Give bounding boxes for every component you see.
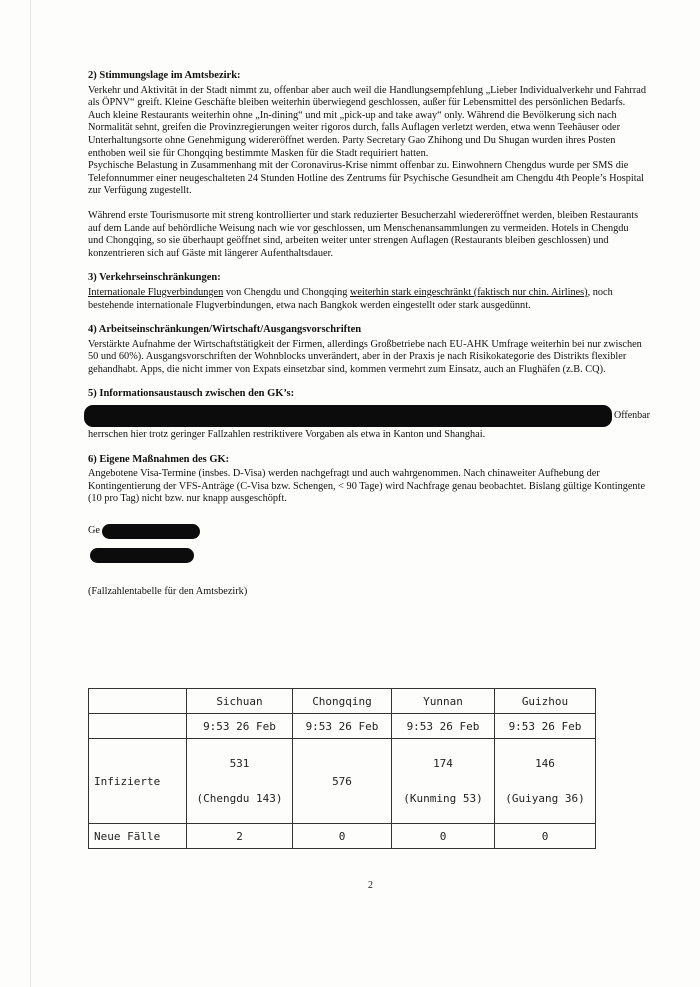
- infected-value: 531: [229, 757, 250, 770]
- section-measures-para: Angebotene Visa-Termine (insbes. D-Visa) werden nachgefragt und auch wahrgenommen. Nach chinaweiter Aufhebung der Kontingentierung der VFS-Anträge (C-Visa bzw. Schengen, < 90 Tage) wird Nachfrage genau beobachtet. Bislang gültige Kontingente (10 pro Tag) nicht bzw. nur knapp ausgeschöpft.: [88, 468, 646, 505]
- redacted-line: [84, 405, 650, 427]
- restricted-text: weiterhin stark eingeschränkt (faktisch nur chin. Airlines): [349, 286, 588, 298]
- flight-connections-text: Internationale Flugverbindungen: [88, 286, 224, 298]
- new-cases-cell: 0: [495, 824, 596, 849]
- section-traffic-para: [88, 287, 646, 312]
- new-cases-cell: 2: [187, 824, 293, 849]
- infected-value: 576: [332, 774, 352, 788]
- infected-cell: [187, 739, 293, 824]
- section-mood-para2: Psychische Belastung in Zusammenhang mit der Coronavirus-Krise nimmt offenbar zu. Einwohnern Chengdus wurde per SMS die Telefonnummer einer neugeschalteten 24 Stunden Hotline des Zentrums für Psychische Gesundheit am Chengdu 4th People’s Hospital zur Verfügung zugestellt.: [88, 160, 645, 197]
- infected-cell: [293, 739, 392, 824]
- traffic-rest-text: , noch bestehende internationale Flugverbindungen, etwa nach Bangkok werden eingestellt oder stark ausgedünnt.: [88, 286, 613, 311]
- signature-prefix: Ge: [88, 525, 101, 537]
- signature-redaction: [102, 524, 200, 539]
- scan-edge: [30, 0, 31, 987]
- infected-value: 146: [535, 757, 555, 770]
- infected-cell: [495, 739, 596, 824]
- section-mood-para3: Während erste Tourismusorte mit streng kontrollierter und stark reduzierter Besucherzahl wiedereröffnet werden, bleiben Restaurants auf dem Lande auf behördliche Weisung nach wie vor geschlossen, um Menschenansammlungen zu vermeiden. Hotels in Chengdu und Chongqing, so sie überhaupt geöffnet sind, arbeiten weiter unter strengen Auflagen (Restaurants bleiben geschlossen) und konzentrieren sich auf Gäste mit längerer Aufenthaltsdauer.: [88, 209, 639, 259]
- section-own-measures: [88, 454, 646, 506]
- section-traffic-title: 3) Verkehrseinschränkungen:: [88, 272, 221, 284]
- province-header: Guizhou: [495, 689, 596, 714]
- new-cases-label: Neue Fälle: [89, 824, 187, 849]
- name-redaction: [90, 548, 194, 563]
- redaction-bar: [84, 405, 612, 427]
- page-number: 2: [368, 880, 373, 891]
- table-empty-cell: [89, 714, 187, 739]
- timestamp-cell: 9:53 26 Feb: [495, 714, 596, 739]
- infected-label: Infizierte: [89, 739, 187, 824]
- timestamp-cell: 9:53 26 Feb: [293, 714, 392, 739]
- section-info-title: 5) Informationsaustausch zwischen den GK’s:: [88, 388, 295, 400]
- table-caption: (Fallzahlentabelle für den Amtsbezirk): [88, 586, 248, 598]
- section-mood-title: 2) Stimmungslage im Amtsbezirk:: [88, 70, 241, 81]
- timestamp-cell: 9:53 26 Feb: [187, 714, 293, 739]
- province-header: Chongqing: [293, 689, 392, 714]
- capital-count: (Guiyang 36): [505, 792, 585, 805]
- province-header: Sichuan: [187, 689, 293, 714]
- signature-line-2: [88, 548, 646, 564]
- section-work: [88, 324, 646, 376]
- signature-line: [88, 524, 646, 540]
- province-header: Yunnan: [392, 689, 495, 714]
- table-row-infected: [89, 739, 596, 824]
- infected-value: 174: [433, 757, 453, 770]
- timestamp-cell: 9:53 26 Feb: [392, 714, 495, 739]
- table-row-new-cases: [89, 824, 596, 849]
- capital-count: (Kunming 53): [403, 792, 483, 805]
- table-corner-cell: [89, 689, 187, 714]
- section-info-para: herrschen hier trotz geringer Fallzahlen restriktivere Vorgaben als etwa in Kanton und Shanghai.: [88, 429, 486, 441]
- section-work-para: Verstärkte Aufnahme der Wirtschaftstätigkeit der Firmen, allerdings Großbetriebe nach EU-AHK Umfrage weiterhin bei nur zwischen 50 und 60%). Ausgangsvorschriften der Wohnblocks unverändert, aber in der Praxis je nach Risikokategorie des Distrikts flexibler gehandhabt. Apps, die nicht immer von Expats einsetzbar sind, kommen vermehrt zum Einsatz, auch an Flughäfen (z.B. CQ).: [88, 338, 642, 375]
- section-mood-para1: Verkehr und Aktivität in der Stadt nimmt zu, offenbar aber auch weil die Handlungsempfehlung „Lieber Individualverkehr und Fahrrad als ÖPNV“ greift. Kleine Geschäfte bleiben weiterhin überwiegend geschlossen, außer für Lebensmittel des persönlichen Bedarfs. Auch kleine Restaurants weiterhin ohne „In-dining“ und mit „pick-up and take away“ only. Während die Bevölkerung sich nach Normalität sehnt, greifen die Provinzregierungen weiter rigoros durch, falls Auflagen verletzt werden, etwa wenn Teehäuser oder Unterhaltungsorte ohne Genehmigung widereröffnet werden. Party Secretary Gao Zhihong und Du Shugan wurden ihres Posten enthoben weil sie für Chongqing bestimmte Masken für die Stadt requiriert hatten.: [88, 84, 646, 159]
- case-table: [88, 688, 596, 849]
- report-body: [88, 70, 650, 609]
- new-cases-cell: 0: [392, 824, 495, 849]
- cities-text: von Chengdu und Chongqing: [223, 286, 350, 298]
- section-measures-title: 6) Eigene Maßnahmen des GK:: [88, 453, 230, 465]
- new-cases-cell: 0: [293, 824, 392, 849]
- section-info-exchange: [88, 388, 650, 441]
- section-mood: [88, 70, 646, 260]
- redacted-line-tail: Offenbar: [614, 410, 650, 422]
- table-row-timestamps: [89, 714, 596, 739]
- table-row-provinces: [89, 689, 596, 714]
- infected-cell: [392, 739, 495, 824]
- capital-count: (Chengdu 143): [196, 792, 283, 805]
- section-work-title: 4) Arbeitseinschränkungen/Wirtschaft/Ausgangsvorschriften: [88, 324, 362, 336]
- section-traffic: [88, 272, 646, 312]
